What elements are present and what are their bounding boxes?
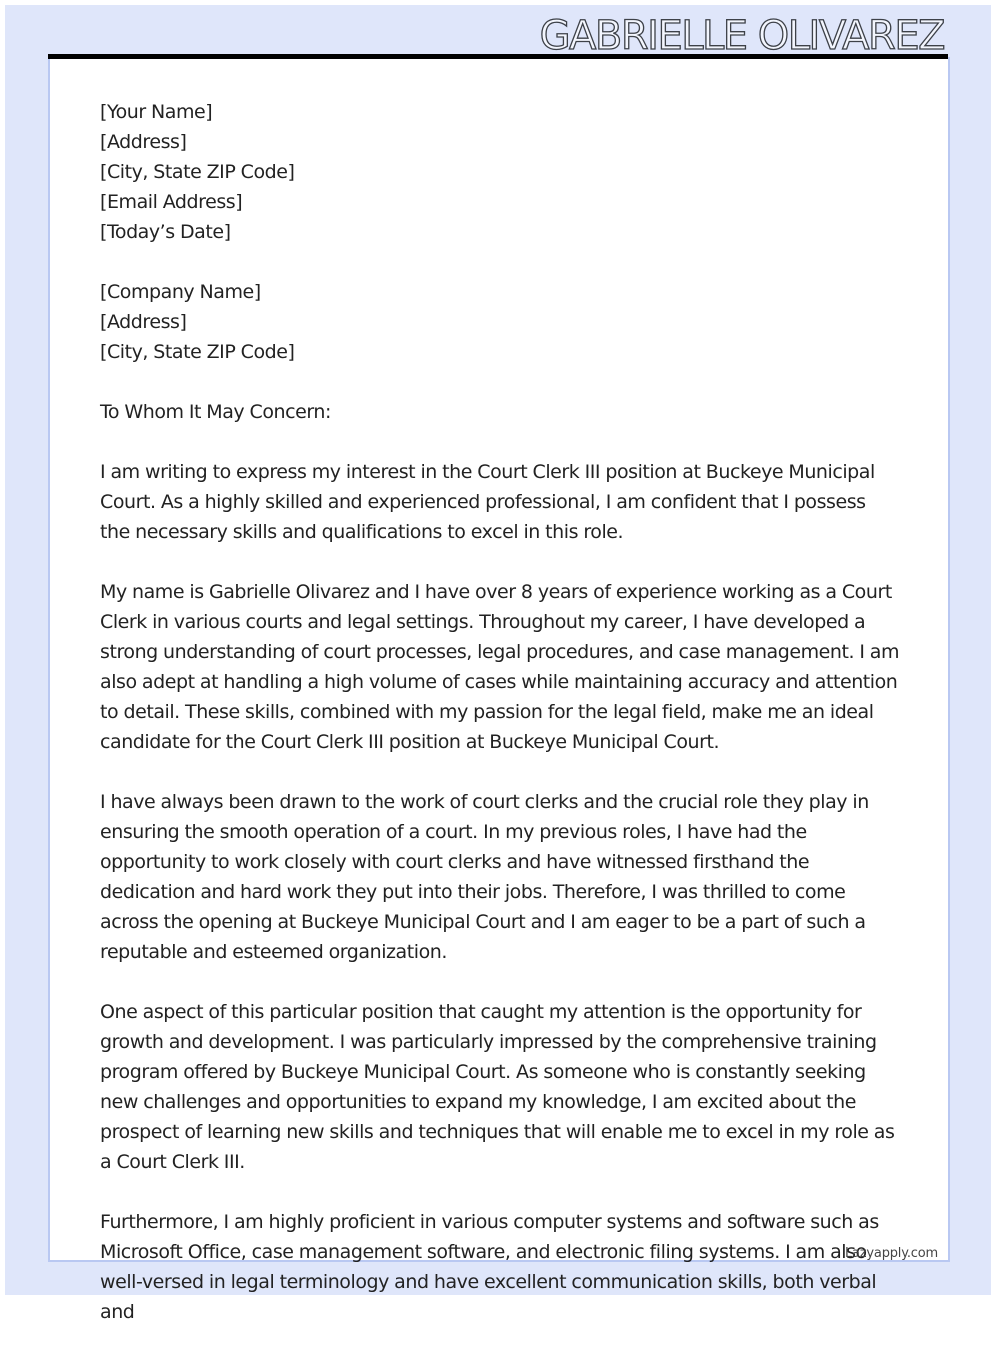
sender-address: [Address]	[100, 131, 187, 153]
sender-city-state-zip: [City, State ZIP Code]	[100, 161, 295, 183]
salutation: To Whom It May Concern:	[100, 401, 331, 423]
body-paragraph: I have always been drawn to the work of court clerks and the crucial role they play in ensuring the smooth operation of a court. In my previous roles, I have had the opportunity to work closely with court clerks and have witnessed firsthand the dedication and hard work they put into their jobs. Therefore, I was thrilled to come across the opening at Buckeye Municipal Court and I am eager to be a part of such a reputable and esteemed organization.	[100, 791, 869, 963]
sender-email: [Email Address]	[100, 191, 243, 213]
letter-date: [Today’s Date]	[100, 221, 231, 243]
body-paragraph: One aspect of this particular position that caught my attention is the opportunity for growth and development. I was particularly impressed by the comprehensive training program offered by Buckeye Municipal Court. As someone who is constantly seeking new challenges and opportunities to expand my knowledge, I am excited about the prospect of learning new skills and techniques that will enable me to excel in my role as a Court Clerk III.	[100, 1001, 895, 1173]
recipient-block	[100, 277, 900, 367]
header-name: GABRIELLE OLIVAREZ	[539, 13, 944, 59]
spacer	[100, 247, 900, 277]
sender-block	[100, 97, 900, 247]
body-paragraph: Furthermore, I am highly proficient in various computer systems and software such as Microsoft Office, case management software, and electronic filing systems. I am also well-versed in legal terminology and have excellent communication skills, both verbal and	[100, 1211, 879, 1323]
cover-letter-body	[100, 97, 900, 1357]
spacer	[100, 367, 900, 397]
recipient-address: [Address]	[100, 311, 187, 333]
body-paragraph: I am writing to express my interest in the Court Clerk III position at Buckeye Municipal Court. As a highly skilled and experienced professional, I am confident that I possess the necessary skills and qualifications to excel in this role.	[100, 461, 875, 543]
recipient-city-state-zip: [City, State ZIP Code]	[100, 341, 295, 363]
sender-name: [Your Name]	[100, 101, 213, 123]
site-watermark: Lazyapply.com	[845, 1246, 938, 1261]
body-paragraph: My name is Gabrielle Olivarez and I have over 8 years of experience working as a Court Clerk in various courts and legal settings. Throughout my career, I have developed a strong understanding of court processes, legal procedures, and case management. I am also adept at handling a high volume of cases while maintaining accuracy and attention to detail. These skills, combined with my passion for the legal field, make me an ideal candidate for the Court Clerk III position at Buckeye Municipal Court.	[100, 581, 900, 753]
recipient-company: [Company Name]	[100, 281, 261, 303]
